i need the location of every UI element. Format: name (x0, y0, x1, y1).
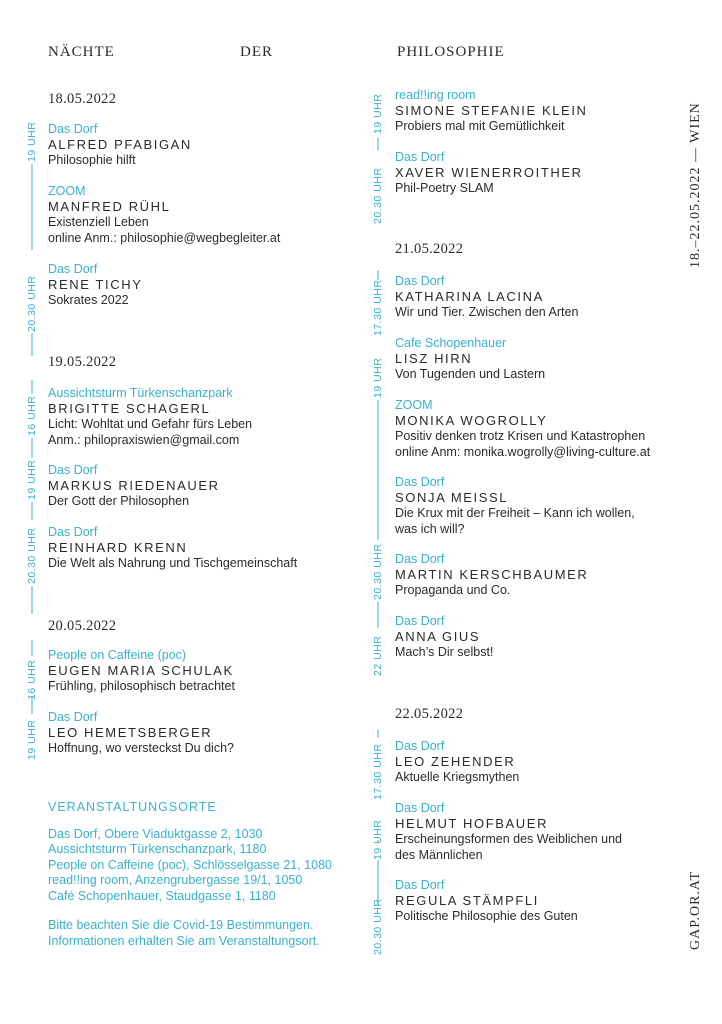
event-item (48, 648, 348, 695)
time-label: 17.30 UHR (372, 279, 384, 336)
event-title: Phil-Poetry SLAM (395, 181, 494, 195)
time-label: 16 UHR (26, 395, 38, 436)
time-label: 19 UHR (372, 357, 384, 398)
event-item (395, 274, 695, 321)
event-title: Licht: Wohltat und Gefahr fürs Leben (48, 417, 253, 431)
event-speaker: SONJA MEISSL (395, 490, 509, 505)
event-title-cont: des Männlichen (395, 847, 483, 862)
event-item (395, 398, 715, 460)
event-location: Das Dorf (395, 150, 445, 164)
time-label: 20.30 UHR (372, 898, 384, 955)
event-title: Frühling, philosophisch betrachtet (48, 679, 235, 693)
event-speaker: REINHARD KRENN (48, 540, 188, 555)
header-word-1: NÄCHTE (48, 44, 115, 60)
event-item (48, 710, 348, 757)
event-speaker: RENE TICHY (48, 277, 143, 292)
time-label: 20.30 UHR (26, 275, 38, 332)
event-location: Cafe Schopenhauer (395, 336, 507, 350)
date-18: 18.05.2022 (48, 91, 117, 107)
event-location: Das Dorf (48, 525, 98, 539)
event-title: Hoffnung, wo versteckst Du dich? (48, 741, 234, 755)
event-speaker: SIMONE STEFANIE KLEIN (395, 103, 588, 118)
event-item (395, 88, 695, 135)
date-20: 20.05.2022 (48, 618, 117, 634)
venue-line: People on Caffeine (poc), Schlösselgasse 21, 1080 (48, 857, 332, 872)
event-title: Erscheinungsformen des Weiblichen und (395, 832, 622, 846)
covid-note-line: Informationen erhalten Sie am Veranstaltungsort. (48, 933, 320, 948)
event-title-cont: was ich will? (395, 521, 465, 536)
header-word-3: PHILOSOPHIE (397, 44, 505, 60)
venue-line: Café Schopenhauer, Staudgasse 1, 1180 (48, 888, 276, 903)
event-title: Von Tugenden und Lastern (395, 367, 546, 381)
event-item (395, 475, 695, 537)
event-speaker: MARTIN KERSCHBAUMER (395, 567, 589, 582)
side-dates: 18.–22.05.2022 — WIEN (688, 102, 703, 268)
event-item (48, 386, 348, 448)
header-word-2: DER (240, 44, 273, 60)
event-speaker: MANFRED RÜHL (48, 199, 171, 214)
venues-heading: VERANSTALTUNGSORTE (48, 800, 217, 814)
event-item (48, 463, 348, 510)
event-speaker: REGULA STÄMPFLI (395, 893, 539, 908)
event-location: Das Dorf (395, 552, 445, 566)
event-speaker: LEO ZEHENDER (395, 754, 516, 769)
time-label: 16 UHR (26, 659, 38, 700)
event-location: Das Dorf (395, 801, 445, 815)
event-item (395, 739, 695, 786)
time-label: 19 UHR (26, 459, 38, 500)
covid-note (48, 918, 368, 949)
event-speaker: HELMUT HOFBAUER (395, 816, 549, 831)
time-label: 20.30 UHR (26, 527, 38, 584)
event-item (48, 184, 348, 246)
event-location: ZOOM (48, 184, 86, 198)
time-label: 19 UHR (26, 121, 38, 162)
event-location: Das Dorf (395, 739, 445, 753)
event-title: Propaganda und Co. (395, 583, 511, 597)
event-title: Probiers mal mit Gemütlichkeit (395, 119, 565, 133)
venue-line: Aussichtsturm Türkenschanzpark, 1180 (48, 842, 267, 856)
event-location: Das Dorf (395, 475, 445, 489)
event-location: read!!ing room (395, 88, 476, 102)
event-item (395, 801, 695, 863)
event-item (48, 525, 348, 572)
event-title: Existenziell Leben (48, 215, 149, 229)
event-item (48, 262, 348, 309)
venue-line: read!!ing room, Anzengrubergasse 19/1, 1050 (48, 873, 303, 887)
side-website: GAP.OR.AT (688, 870, 703, 950)
event-title: Positiv denken trotz Krisen und Katastrophen (395, 429, 646, 443)
event-location: Das Dorf (48, 710, 98, 724)
event-registration: online Anm: monika.wogrolly@living-culture.at (395, 444, 651, 459)
event-speaker: ANNA GIUS (395, 629, 481, 644)
event-speaker: MONIKA WOGROLLY (395, 413, 548, 428)
event-speaker: ALFRED PFABIGAN (48, 137, 192, 152)
venues-section (48, 800, 368, 949)
event-item (395, 336, 695, 383)
date-21: 21.05.2022 (395, 241, 464, 257)
event-location: Das Dorf (48, 122, 98, 136)
event-location: Das Dorf (48, 463, 98, 477)
event-speaker: BRIGITTE SCHAGERL (48, 401, 211, 416)
event-title: Mach’s Dir selbst! (395, 645, 494, 659)
event-speaker: XAVER WIENERROITHER (395, 165, 583, 180)
time-label: 19 UHR (372, 93, 384, 134)
event-item (395, 150, 695, 197)
event-title: Philosophie hilft (48, 153, 136, 167)
event-speaker: LEO HEMETSBERGER (48, 725, 213, 740)
event-title: Wir und Tier. Zwischen den Arten (395, 305, 579, 319)
date-19: 19.05.2022 (48, 354, 117, 370)
event-registration: Anm.: philopraxiswien@gmail.com (48, 432, 240, 447)
event-title: Sokrates 2022 (48, 293, 129, 307)
event-speaker: LISZ HIRN (395, 351, 473, 366)
event-location: Das Dorf (48, 262, 98, 276)
event-speaker: MARKUS RIEDENAUER (48, 478, 220, 493)
event-title: Aktuelle Kriegsmythen (395, 770, 520, 784)
event-location: ZOOM (395, 398, 433, 412)
event-item (395, 614, 695, 661)
event-location: Das Dorf (395, 614, 445, 628)
event-location: Aussichtsturm Türkenschanzpark (48, 386, 233, 400)
event-item (395, 552, 695, 599)
event-location: Das Dorf (395, 274, 445, 288)
event-title: Politische Philosophie des Guten (395, 909, 578, 923)
event-item (48, 122, 348, 169)
event-title: Die Welt als Nahrung und Tischgemeinschaft (48, 556, 298, 570)
time-label: 20.30 UHR (372, 543, 384, 600)
event-title: Die Krux mit der Freiheit – Kann ich wollen, (395, 506, 635, 520)
event-title: Der Gott der Philosophen (48, 494, 190, 508)
event-speaker: KATHARINA LACINA (395, 289, 544, 304)
date-22: 22.05.2022 (395, 706, 464, 722)
event-location: Das Dorf (395, 878, 445, 892)
covid-note-line: Bitte beachten Sie die Covid-19 Bestimmungen. (48, 918, 314, 932)
event-location: People on Caffeine (poc) (48, 648, 187, 662)
time-label: 22 UHR (372, 635, 384, 676)
time-label: 19 UHR (26, 719, 38, 760)
venue-line: Das Dorf, Obere Viaduktgasse 2, 1030 (48, 826, 263, 841)
event-speaker: EUGEN MARIA SCHULAK (48, 663, 234, 678)
time-label: 17.30 UHR (372, 743, 384, 800)
time-label: 19 UHR (372, 819, 384, 860)
event-registration: online Anm.: philosophie@wegbegleiter.at (48, 230, 281, 245)
event-item (395, 878, 695, 925)
time-label: 20.30 UHR (372, 167, 384, 224)
